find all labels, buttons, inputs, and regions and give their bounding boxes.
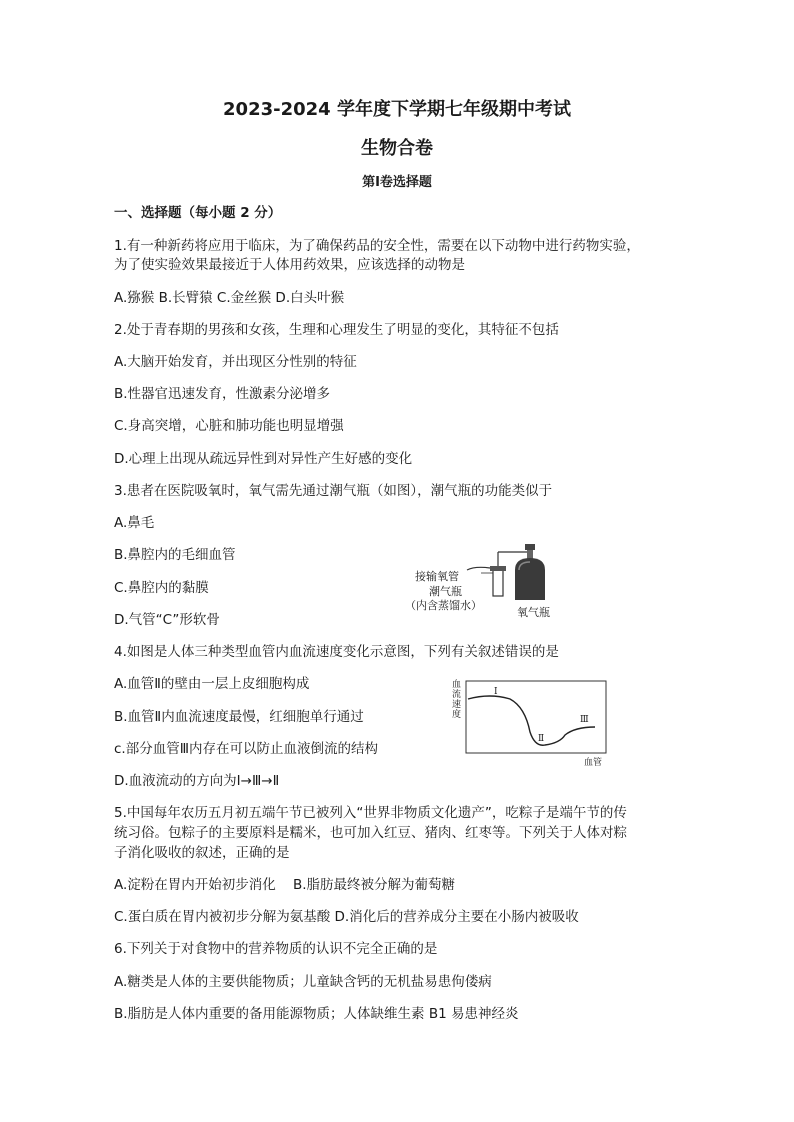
q3-option-a: A.鼻毛 bbox=[114, 515, 155, 531]
oxygen-humidifier-figure bbox=[405, 540, 575, 618]
q5-options-ab: A.淀粉在胃内开始初步消化 B.脂肪最终被分解为葡萄糖 bbox=[114, 877, 456, 893]
q4-option-b: B.血管Ⅱ内血流速度最慢，红细胞单行通过 bbox=[114, 709, 364, 725]
q5-stem-line2: 统习俗。包粽子的主要原料是糯米，也可加入红豆、猪肉、红枣等。下列关于人体对粽 bbox=[114, 825, 627, 841]
label-humidifier: 潮气瓶 bbox=[429, 585, 462, 598]
q2-stem: 2.处于青春期的男孩和女孩，生理和心理发生了明显的变化，其特征不包括 bbox=[114, 322, 559, 338]
vessel-label-2: Ⅱ bbox=[538, 734, 545, 744]
q6-stem: 6.下列关于对食物中的营养物质的认识不完全正确的是 bbox=[114, 941, 438, 957]
q2-option-b: B.性器官迅速发育，性激素分泌增多 bbox=[114, 386, 331, 402]
axis-label-velocity-3: 速 bbox=[452, 700, 462, 710]
q3-option-d: D.气管“C”形软骨 bbox=[114, 612, 220, 628]
q4-option-c: c.部分血管Ⅲ内存在可以防止血液倒流的结构 bbox=[114, 741, 379, 757]
q4-stem: 4.如图是人体三种类型血管内血流速度变化示意图，下列有关叙述错误的是 bbox=[114, 644, 559, 660]
exam-title: 2023-2024 学年度下学期七年级期中考试 bbox=[223, 99, 571, 120]
label-oxygen-tube: 接输氧管 bbox=[415, 570, 459, 583]
axis-label-velocity-2: 流 bbox=[452, 690, 462, 700]
q3-option-b: B.鼻腔内的毛细血管 bbox=[114, 547, 236, 563]
axis-label-velocity-4: 度 bbox=[452, 710, 462, 720]
part-heading: 第Ⅰ卷选择题 bbox=[362, 175, 432, 190]
q2-option-d: D.心理上出现从疏远异性到对异性产生好感的变化 bbox=[114, 451, 413, 467]
vessel-label-3: Ⅲ bbox=[580, 715, 589, 725]
q3-stem: 3.患者在医院吸氧时，氧气需先通过潮气瓶（如图），潮气瓶的功能类似于 bbox=[114, 483, 553, 499]
vessel-label-1: Ⅰ bbox=[494, 687, 498, 697]
blood-flow-figure bbox=[450, 677, 610, 769]
q2-option-a: A.大脑开始发育，并出现区分性别的特征 bbox=[114, 354, 357, 370]
q1-stem-line2: 为了使实验效果最接近于人体用药效果，应该选择的动物是 bbox=[114, 257, 465, 273]
q4-option-d: D.血液流动的方向为Ⅰ→Ⅲ→Ⅱ bbox=[114, 773, 280, 789]
q5-stem-line3: 子消化吸收的叙述，正确的是 bbox=[114, 845, 290, 861]
q6-option-b: B.脂肪是人体内重要的备用能源物质；人体缺维生素 B1 易患神经炎 bbox=[114, 1006, 519, 1022]
axis-label-velocity-1: 血 bbox=[452, 680, 462, 690]
q5-stem-line1: 5.中国每年农历五月初五端午节已被列入“世界非物质文化遗产”，吃粽子是端午节的传 bbox=[114, 805, 627, 821]
label-oxygen-bottle: 氧气瓶 bbox=[517, 606, 550, 619]
q2-option-c: C.身高突增，心脏和肺功能也明显增强 bbox=[114, 418, 344, 434]
axis-label-vessel: 血管 bbox=[584, 758, 603, 768]
exam-subtitle: 生物合卷 bbox=[361, 138, 433, 159]
q3-option-c: C.鼻腔内的黏膜 bbox=[114, 580, 209, 596]
q5-options-cd: C.蛋白质在胃内被初步分解为氨基酸 D.消化后的营养成分主要在小肠内被吸收 bbox=[114, 909, 579, 925]
q1-options: A.猕猴 B.长臂猿 C.金丝猴 D.白头叶猴 bbox=[114, 290, 345, 306]
q6-option-a: A.糖类是人体的主要供能物质；儿童缺含钙的无机盐易患佝偻病 bbox=[114, 974, 492, 990]
q4-option-a: A.血管Ⅱ的壁由一层上皮细胞构成 bbox=[114, 676, 310, 692]
section-heading: 一、选择题（每小题 2 分） bbox=[114, 205, 282, 221]
q1-stem-line1: 1.有一种新药将应用于临床，为了确保药品的安全性，需要在以下动物中进行药物实验， bbox=[114, 238, 640, 254]
label-distilled-water: （内含蒸馏水） bbox=[405, 599, 482, 612]
